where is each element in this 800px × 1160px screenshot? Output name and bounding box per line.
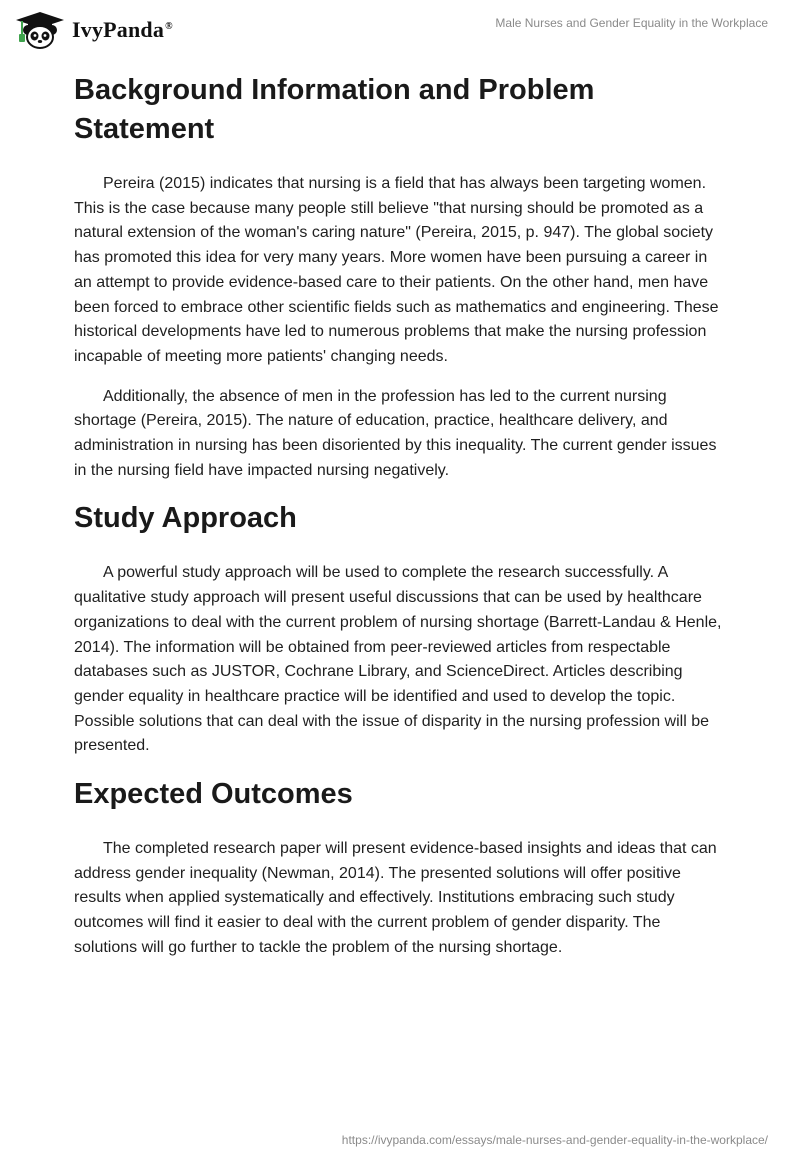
section-heading-background: Background Information and Problem Statement <box>74 74 595 145</box>
paragraph: A powerful study approach will be used to complete the research successfully. A qualitative study approach will present useful discussions that can be used by healthcare organizations to deal with the current problem of nursing shortage (Barrett-Landau & Henle, 2014). The information will be obtained from peer-reviewed articles from respectable databases such as JUSTOR, Cochrane Library, and ScienceDirect. Articles describing gender equality in healthcare practice will be identified and used to develop the topic. Possible solutions that can deal with the issue of disparity in the nursing profession will be presented. <box>74 564 722 755</box>
paragraph: Additionally, the absence of men in the profession has led to the current nursing shortage (Pereira, 2015). The nature of education, practice, healthcare delivery, and administration in nursing has been disoriented by this inequality. The current gender issues in the nursing field have impacted nursing negatively. <box>74 387 717 479</box>
paragraph: Pereira (2015) indicates that nursing is a field that has always been targeting women. This is the case because many people still believe "that nursing should be promoted as a natural extension of the woman's caring nature" (Pereira, 2015, p. 947). The global society has promoted this idea for very many years. More women have been pursuing a career in an attempt to provide evidence-based care to their patients. On the other hand, men have been forced to embrace other scientific fields such as mathematics and engineering. These historical developments have led to numerous problems that make the nursing profession incapable of meeting more patients' changing needs. <box>74 175 719 365</box>
source-url[interactable]: https://ivypanda.com/essays/male-nurses-and-gender-equality-in-the-workplace/ <box>341 1133 768 1147</box>
section-heading-expected-outcomes: Expected Outcomes <box>74 778 353 811</box>
brand-name: IvyPanda® <box>72 17 173 42</box>
ivypanda-logo[interactable] <box>14 10 173 50</box>
paragraph: The completed research paper will present evidence-based insights and ideas that can address gender inequality (Newman, 2014). The presented solutions will offer positive results when applied systematically and effectively. Institutions embracing such study outcomes will find it easier to deal with the current problem of gender disparity. The solutions will go further to tackle the problem of the nursing shortage. <box>74 840 717 956</box>
panda-graduate-icon <box>14 10 66 50</box>
essay-body <box>74 71 724 961</box>
document-title: Male Nurses and Gender Equality in the Workplace <box>495 16 768 30</box>
section-heading-study-approach: Study Approach <box>74 502 297 535</box>
